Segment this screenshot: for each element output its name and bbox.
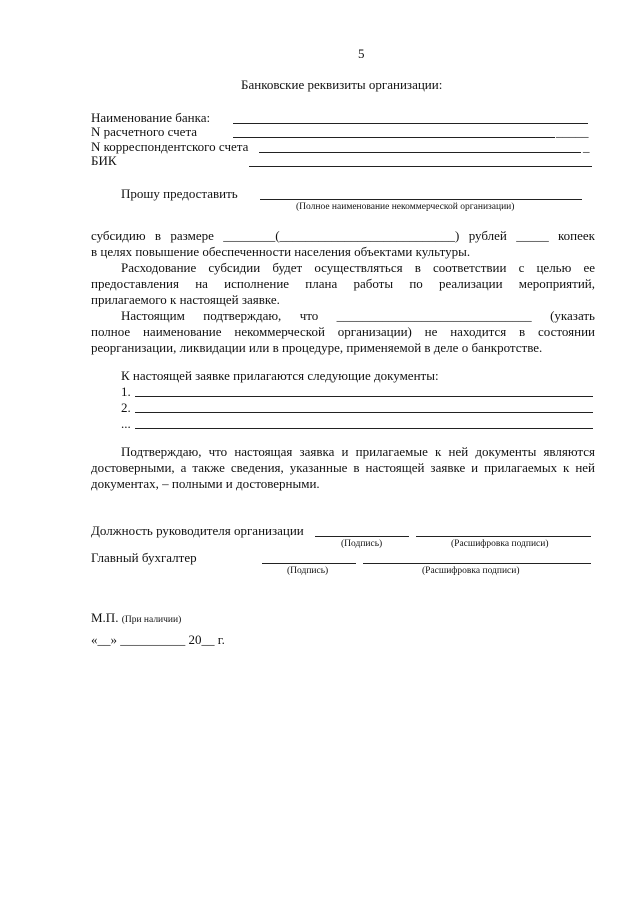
accountant-signature-caption: (Подпись) [287,566,329,576]
confirm-docs-line-2: достоверными, а также сведения, указанные в настоящей заявке и прилагаемых к ней [91,460,595,475]
head-decoding-line[interactable] [416,536,591,537]
attachment-item-3: ... [121,416,131,431]
bank-name-label: Наименование банка: [91,110,211,125]
attachment-item-1: 1. [121,384,131,399]
bank-details-heading: Банковские реквизиты организации: [241,77,443,92]
bank-name-line[interactable] [233,123,588,124]
head-decoding-caption: (Расшифровка подписи) [451,539,549,549]
account-label: N расчетного счета [91,124,198,139]
accountant-label: Главный бухгалтер [91,550,197,565]
accountant-decoding-caption: (Расшифровка подписи) [422,566,520,576]
bik-line[interactable] [249,166,592,167]
corr-account-line[interactable] [259,152,581,153]
confirm-status-line-2: полное наименование некоммерческой организации) не находится в состоянии [91,324,595,339]
date-line[interactable]: «__» __________ 20__ г. [91,632,225,647]
corr-account-label: N корреспондентского счета [91,139,249,154]
stamp-mark: М.П. [91,610,119,625]
attachment-line-2[interactable] [135,412,593,413]
page-number: 5 [358,46,365,61]
org-name-caption: (Полное наименование некоммерческой организации) [296,202,515,212]
attachments-heading: К настоящей заявке прилагаются следующие документы: [121,368,439,383]
accountant-decoding-line[interactable] [363,563,591,564]
head-position-label: Должность руководителя организации [91,523,304,538]
subsidy-line: субсидию в размере ________(___________________________) рублей _____ копеек [91,228,595,243]
spending-line-2: предоставления на исполнение плана работы по реализации мероприятий, [91,276,595,291]
accountant-signature-line[interactable] [262,563,356,564]
confirm-status-line-1: Настоящим подтверждаю, что ______________________________ (указать [121,308,595,323]
head-signature-caption: (Подпись) [341,539,383,549]
stamp-note: (При наличии) [121,615,182,625]
stamp-label [91,610,181,626]
bik-label: БИК [91,153,117,168]
request-prefix: Прошу предоставить [121,186,238,201]
attachment-line-3[interactable] [135,428,593,429]
attachment-line-1[interactable] [135,396,593,397]
spending-line-3: прилагаемого к настоящей заявке. [91,292,280,307]
head-signature-line[interactable] [315,536,409,537]
account-tail: _____ [556,124,589,139]
account-line[interactable] [233,137,555,138]
spending-line-1: Расходование субсидии будет осуществляться в соответствии с целью ее [121,260,595,275]
confirm-status-line-3: реорганизации, ликвидации или в процедуре, применяемой в деле о банкротстве. [91,340,543,355]
org-name-line[interactable] [260,199,582,200]
purpose-line: в целях повышение обеспеченности населения объектами культуры. [91,244,471,259]
confirm-docs-line-1: Подтверждаю, что настоящая заявка и прилагаемые к ней документы являются [121,444,595,459]
corr-account-tail: _ [583,139,590,154]
attachment-item-2: 2. [121,400,131,415]
confirm-docs-line-3: документах, – полными и достоверными. [91,476,320,491]
